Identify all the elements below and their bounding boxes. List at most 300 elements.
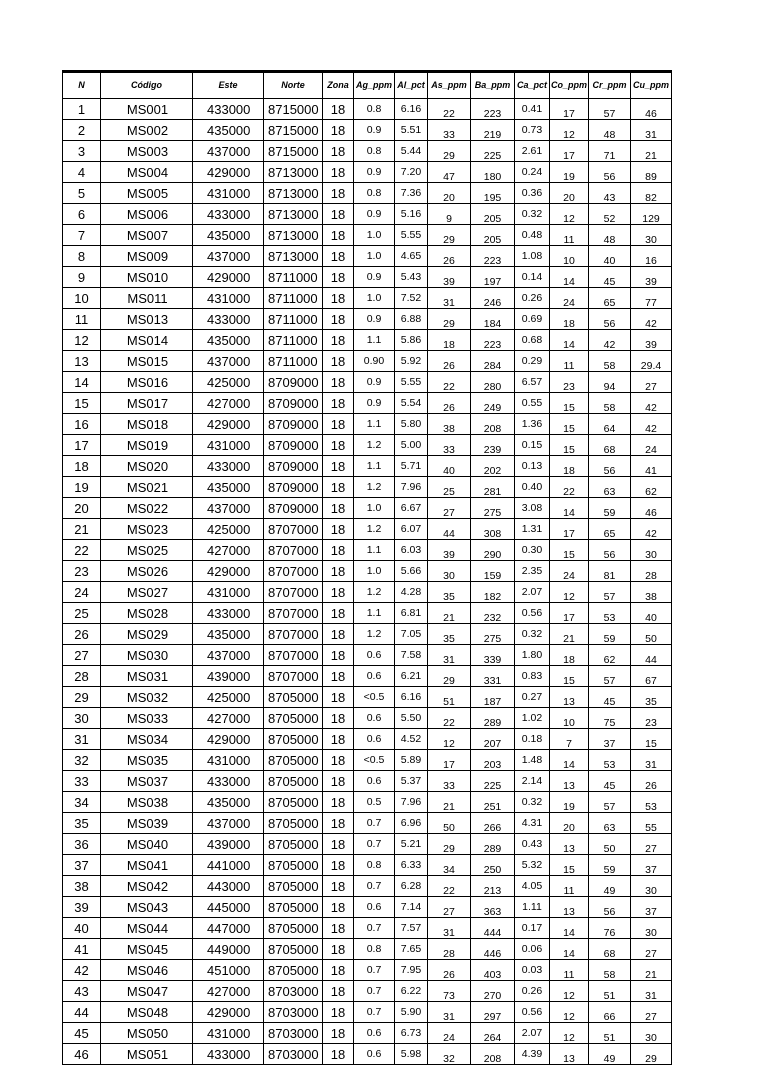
cell-codigo: MS002 [101, 120, 193, 141]
cell-zona: 18 [323, 477, 354, 498]
cell-zona: 18 [323, 99, 354, 120]
cell-codigo: MS011 [101, 288, 193, 309]
cell-al-pct: 6.81 [395, 603, 428, 624]
cell-zona: 18 [323, 771, 354, 792]
cell-ba-ppm: 223 [471, 330, 515, 351]
cell-co-ppm: 18 [550, 645, 589, 666]
cell-zona: 18 [323, 519, 354, 540]
cell-cr-ppm: 65 [589, 288, 631, 309]
cell-cr-ppm: 45 [589, 267, 631, 288]
cell-este: 427000 [193, 393, 264, 414]
cell-as-ppm: 73 [428, 981, 471, 1002]
cell-ca-pct: 0.06 [515, 939, 550, 960]
cell-norte: 8707000 [264, 519, 323, 540]
cell-n: 26 [63, 624, 101, 645]
cell-as-ppm: 22 [428, 708, 471, 729]
cell-ba-ppm: 225 [471, 141, 515, 162]
cell-al-pct: 5.50 [395, 708, 428, 729]
cell-este: 435000 [193, 792, 264, 813]
cell-cr-ppm: 63 [589, 813, 631, 834]
table-row [63, 477, 672, 498]
cell-codigo: MS009 [101, 246, 193, 267]
table-row [63, 309, 672, 330]
cell-zona: 18 [323, 561, 354, 582]
cell-co-ppm: 21 [550, 624, 589, 645]
cell-ag-ppm: 0.6 [354, 645, 395, 666]
cell-norte: 8709000 [264, 414, 323, 435]
cell-cu-ppm: 44 [631, 645, 672, 666]
cell-ag-ppm: 1.2 [354, 435, 395, 456]
cell-ca-pct: 1.80 [515, 645, 550, 666]
cell-cr-ppm: 37 [589, 729, 631, 750]
cell-al-pct: 4.52 [395, 729, 428, 750]
cell-codigo: MS014 [101, 330, 193, 351]
cell-al-pct: 5.90 [395, 1002, 428, 1023]
cell-ba-ppm: 264 [471, 1023, 515, 1044]
cell-codigo: MS035 [101, 750, 193, 771]
table-row [63, 393, 672, 414]
cell-ca-pct: 0.18 [515, 729, 550, 750]
cell-norte: 8705000 [264, 876, 323, 897]
cell-norte: 8703000 [264, 981, 323, 1002]
cell-cr-ppm: 50 [589, 834, 631, 855]
cell-co-ppm: 24 [550, 561, 589, 582]
cell-al-pct: 6.33 [395, 855, 428, 876]
cell-cu-ppm: 82 [631, 183, 672, 204]
cell-codigo: MS032 [101, 687, 193, 708]
cell-ba-ppm: 205 [471, 225, 515, 246]
cell-zona: 18 [323, 141, 354, 162]
cell-ba-ppm: 266 [471, 813, 515, 834]
cell-al-pct: 5.00 [395, 435, 428, 456]
cell-cu-ppm: 30 [631, 225, 672, 246]
cell-norte: 8709000 [264, 456, 323, 477]
cell-cr-ppm: 42 [589, 330, 631, 351]
cell-cu-ppm: 37 [631, 855, 672, 876]
cell-cu-ppm: 39 [631, 267, 672, 288]
cell-cu-ppm: 53 [631, 792, 672, 813]
cell-n: 38 [63, 876, 101, 897]
cell-ba-ppm: 203 [471, 750, 515, 771]
cell-zona: 18 [323, 792, 354, 813]
cell-co-ppm: 17 [550, 519, 589, 540]
cell-ba-ppm: 159 [471, 561, 515, 582]
cell-norte: 8705000 [264, 813, 323, 834]
cell-este: 445000 [193, 897, 264, 918]
cell-codigo: MS022 [101, 498, 193, 519]
cell-n: 45 [63, 1023, 101, 1044]
cell-ca-pct: 0.32 [515, 624, 550, 645]
table-row [63, 456, 672, 477]
cell-as-ppm: 33 [428, 120, 471, 141]
cell-n: 23 [63, 561, 101, 582]
cell-n: 18 [63, 456, 101, 477]
cell-ag-ppm: 0.9 [354, 372, 395, 393]
cell-n: 33 [63, 771, 101, 792]
cell-as-ppm: 24 [428, 1023, 471, 1044]
table-row [63, 582, 672, 603]
cell-co-ppm: 13 [550, 897, 589, 918]
cell-ba-ppm: 290 [471, 540, 515, 561]
cell-as-ppm: 31 [428, 645, 471, 666]
cell-al-pct: 4.65 [395, 246, 428, 267]
cell-ba-ppm: 289 [471, 708, 515, 729]
cell-ba-ppm: 208 [471, 414, 515, 435]
cell-cu-ppm: 30 [631, 1023, 672, 1044]
cell-este: 431000 [193, 435, 264, 456]
cell-ca-pct: 1.11 [515, 897, 550, 918]
table-header [63, 72, 672, 99]
cell-cr-ppm: 53 [589, 750, 631, 771]
table-row [63, 750, 672, 771]
cell-zona: 18 [323, 981, 354, 1002]
cell-cu-ppm: 30 [631, 876, 672, 897]
cell-norte: 8713000 [264, 204, 323, 225]
cell-norte: 8707000 [264, 582, 323, 603]
cell-co-ppm: 10 [550, 708, 589, 729]
cell-norte: 8703000 [264, 1023, 323, 1044]
cell-n: 42 [63, 960, 101, 981]
cell-cu-ppm: 24 [631, 435, 672, 456]
cell-as-ppm: 29 [428, 834, 471, 855]
table-row [63, 351, 672, 372]
cell-cr-ppm: 48 [589, 120, 631, 141]
cell-cu-ppm: 39 [631, 330, 672, 351]
cell-ba-ppm: 275 [471, 624, 515, 645]
cell-cu-ppm: 27 [631, 834, 672, 855]
cell-este: 427000 [193, 708, 264, 729]
cell-zona: 18 [323, 897, 354, 918]
cell-codigo: MS039 [101, 813, 193, 834]
header-col-codigo: Código [101, 72, 193, 99]
cell-al-pct: 5.98 [395, 1044, 428, 1065]
cell-co-ppm: 19 [550, 162, 589, 183]
cell-ba-ppm: 207 [471, 729, 515, 750]
cell-ag-ppm: <0.5 [354, 750, 395, 771]
table-row [63, 498, 672, 519]
cell-cu-ppm: 30 [631, 540, 672, 561]
cell-as-ppm: 18 [428, 330, 471, 351]
cell-cu-ppm: 21 [631, 141, 672, 162]
cell-ag-ppm: 1.1 [354, 456, 395, 477]
cell-ag-ppm: 1.1 [354, 330, 395, 351]
cell-codigo: MS030 [101, 645, 193, 666]
cell-ag-ppm: 1.0 [354, 288, 395, 309]
cell-cu-ppm: 27 [631, 1002, 672, 1023]
cell-codigo: MS040 [101, 834, 193, 855]
table-row [63, 708, 672, 729]
cell-ca-pct: 0.03 [515, 960, 550, 981]
cell-n: 4 [63, 162, 101, 183]
cell-n: 1 [63, 99, 101, 120]
cell-n: 15 [63, 393, 101, 414]
cell-ca-pct: 0.13 [515, 456, 550, 477]
table-row [63, 624, 672, 645]
cell-cr-ppm: 45 [589, 687, 631, 708]
cell-ba-ppm: 363 [471, 897, 515, 918]
cell-zona: 18 [323, 498, 354, 519]
cell-norte: 8705000 [264, 771, 323, 792]
cell-n: 20 [63, 498, 101, 519]
cell-n: 41 [63, 939, 101, 960]
cell-as-ppm: 26 [428, 960, 471, 981]
cell-codigo: MS020 [101, 456, 193, 477]
cell-al-pct: 5.54 [395, 393, 428, 414]
table-row [63, 435, 672, 456]
cell-ba-ppm: 249 [471, 393, 515, 414]
cell-cr-ppm: 43 [589, 183, 631, 204]
cell-cr-ppm: 65 [589, 519, 631, 540]
cell-n: 43 [63, 981, 101, 1002]
cell-zona: 18 [323, 960, 354, 981]
cell-zona: 18 [323, 1023, 354, 1044]
cell-n: 16 [63, 414, 101, 435]
header-col-n: N [63, 72, 101, 99]
cell-al-pct: 5.21 [395, 834, 428, 855]
cell-co-ppm: 11 [550, 876, 589, 897]
cell-al-pct: 5.55 [395, 372, 428, 393]
cell-ba-ppm: 444 [471, 918, 515, 939]
cell-ca-pct: 0.36 [515, 183, 550, 204]
cell-norte: 8707000 [264, 603, 323, 624]
cell-ag-ppm: 0.9 [354, 162, 395, 183]
table-row [63, 813, 672, 834]
cell-as-ppm: 33 [428, 771, 471, 792]
cell-norte: 8705000 [264, 834, 323, 855]
cell-ag-ppm: 0.6 [354, 1044, 395, 1065]
cell-este: 451000 [193, 960, 264, 981]
cell-ba-ppm: 197 [471, 267, 515, 288]
cell-cu-ppm: 23 [631, 708, 672, 729]
cell-cu-ppm: 67 [631, 666, 672, 687]
cell-al-pct: 6.22 [395, 981, 428, 1002]
cell-al-pct: 6.07 [395, 519, 428, 540]
cell-as-ppm: 22 [428, 372, 471, 393]
cell-al-pct: 7.14 [395, 897, 428, 918]
cell-zona: 18 [323, 435, 354, 456]
cell-ba-ppm: 187 [471, 687, 515, 708]
cell-codigo: MS029 [101, 624, 193, 645]
cell-as-ppm: 39 [428, 540, 471, 561]
cell-este: 433000 [193, 603, 264, 624]
table-row [63, 267, 672, 288]
cell-cu-ppm: 37 [631, 897, 672, 918]
cell-co-ppm: 11 [550, 225, 589, 246]
cell-n: 2 [63, 120, 101, 141]
cell-zona: 18 [323, 582, 354, 603]
cell-al-pct: 6.21 [395, 666, 428, 687]
cell-codigo: MS006 [101, 204, 193, 225]
cell-este: 439000 [193, 666, 264, 687]
cell-al-pct: 5.37 [395, 771, 428, 792]
cell-norte: 8705000 [264, 792, 323, 813]
cell-ag-ppm: 0.7 [354, 813, 395, 834]
cell-ca-pct: 0.41 [515, 99, 550, 120]
cell-al-pct: 7.20 [395, 162, 428, 183]
table-row [63, 939, 672, 960]
cell-cu-ppm: 42 [631, 414, 672, 435]
cell-zona: 18 [323, 162, 354, 183]
cell-co-ppm: 7 [550, 729, 589, 750]
cell-este: 429000 [193, 561, 264, 582]
cell-cr-ppm: 57 [589, 666, 631, 687]
cell-norte: 8705000 [264, 750, 323, 771]
cell-as-ppm: 29 [428, 141, 471, 162]
cell-este: 437000 [193, 246, 264, 267]
cell-ca-pct: 1.08 [515, 246, 550, 267]
cell-co-ppm: 13 [550, 834, 589, 855]
cell-n: 37 [63, 855, 101, 876]
cell-cr-ppm: 59 [589, 624, 631, 645]
cell-ag-ppm: 0.9 [354, 393, 395, 414]
cell-cu-ppm: 55 [631, 813, 672, 834]
cell-n: 40 [63, 918, 101, 939]
cell-este: 443000 [193, 876, 264, 897]
cell-este: 441000 [193, 855, 264, 876]
cell-este: 427000 [193, 540, 264, 561]
cell-cu-ppm: 42 [631, 393, 672, 414]
cell-este: 435000 [193, 624, 264, 645]
header-col-zona: Zona [323, 72, 354, 99]
cell-ca-pct: 3.08 [515, 498, 550, 519]
cell-cu-ppm: 31 [631, 981, 672, 1002]
cell-ba-ppm: 251 [471, 792, 515, 813]
cell-codigo: MS017 [101, 393, 193, 414]
cell-este: 433000 [193, 771, 264, 792]
table-row [63, 981, 672, 1002]
cell-cr-ppm: 45 [589, 771, 631, 792]
cell-norte: 8705000 [264, 918, 323, 939]
cell-n: 5 [63, 183, 101, 204]
cell-cr-ppm: 40 [589, 246, 631, 267]
cell-ag-ppm: 0.7 [354, 960, 395, 981]
cell-ba-ppm: 182 [471, 582, 515, 603]
table-body [63, 99, 672, 1065]
cell-zona: 18 [323, 813, 354, 834]
cell-zona: 18 [323, 729, 354, 750]
cell-este: 431000 [193, 1023, 264, 1044]
cell-as-ppm: 28 [428, 939, 471, 960]
table-row [63, 162, 672, 183]
cell-al-pct: 5.66 [395, 561, 428, 582]
cell-as-ppm: 51 [428, 687, 471, 708]
cell-as-ppm: 33 [428, 435, 471, 456]
cell-ag-ppm: 0.7 [354, 1002, 395, 1023]
cell-ca-pct: 4.31 [515, 813, 550, 834]
cell-cu-ppm: 129 [631, 204, 672, 225]
cell-ag-ppm: 0.6 [354, 771, 395, 792]
cell-n: 13 [63, 351, 101, 372]
table-row [63, 771, 672, 792]
cell-ca-pct: 0.56 [515, 1002, 550, 1023]
cell-norte: 8703000 [264, 1044, 323, 1065]
cell-co-ppm: 10 [550, 246, 589, 267]
cell-as-ppm: 30 [428, 561, 471, 582]
cell-codigo: MS007 [101, 225, 193, 246]
table-row [63, 855, 672, 876]
cell-co-ppm: 17 [550, 141, 589, 162]
cell-n: 34 [63, 792, 101, 813]
cell-co-ppm: 11 [550, 960, 589, 981]
table-row [63, 204, 672, 225]
cell-co-ppm: 13 [550, 771, 589, 792]
cell-ag-ppm: 0.6 [354, 1023, 395, 1044]
cell-este: 449000 [193, 939, 264, 960]
cell-as-ppm: 40 [428, 456, 471, 477]
cell-n: 31 [63, 729, 101, 750]
cell-cu-ppm: 42 [631, 309, 672, 330]
cell-codigo: MS023 [101, 519, 193, 540]
cell-norte: 8707000 [264, 540, 323, 561]
cell-al-pct: 7.05 [395, 624, 428, 645]
cell-as-ppm: 26 [428, 351, 471, 372]
cell-este: 425000 [193, 519, 264, 540]
header-col-cr-ppm: Cr_ppm [589, 72, 631, 99]
cell-este: 431000 [193, 183, 264, 204]
cell-este: 431000 [193, 288, 264, 309]
cell-norte: 8711000 [264, 351, 323, 372]
cell-codigo: MS021 [101, 477, 193, 498]
cell-al-pct: 6.88 [395, 309, 428, 330]
cell-cr-ppm: 75 [589, 708, 631, 729]
table-row [63, 120, 672, 141]
cell-este: 433000 [193, 456, 264, 477]
cell-norte: 8711000 [264, 267, 323, 288]
cell-ca-pct: 0.56 [515, 603, 550, 624]
table-row [63, 183, 672, 204]
cell-ag-ppm: 0.5 [354, 792, 395, 813]
cell-ca-pct: 2.07 [515, 582, 550, 603]
cell-ba-ppm: 195 [471, 183, 515, 204]
cell-codigo: MS003 [101, 141, 193, 162]
cell-ca-pct: 1.31 [515, 519, 550, 540]
cell-ag-ppm: 0.9 [354, 309, 395, 330]
cell-ca-pct: 1.48 [515, 750, 550, 771]
cell-cr-ppm: 56 [589, 897, 631, 918]
cell-cr-ppm: 56 [589, 309, 631, 330]
cell-co-ppm: 14 [550, 939, 589, 960]
cell-ba-ppm: 205 [471, 204, 515, 225]
cell-co-ppm: 22 [550, 477, 589, 498]
table-row [63, 372, 672, 393]
cell-al-pct: 6.16 [395, 99, 428, 120]
table-row [63, 792, 672, 813]
cell-cu-ppm: 31 [631, 120, 672, 141]
cell-ba-ppm: 213 [471, 876, 515, 897]
cell-codigo: MS025 [101, 540, 193, 561]
cell-norte: 8703000 [264, 1002, 323, 1023]
cell-cu-ppm: 46 [631, 99, 672, 120]
cell-co-ppm: 23 [550, 372, 589, 393]
cell-zona: 18 [323, 330, 354, 351]
cell-norte: 8705000 [264, 897, 323, 918]
cell-codigo: MS018 [101, 414, 193, 435]
cell-n: 27 [63, 645, 101, 666]
header-col-co-ppm: Co_ppm [550, 72, 589, 99]
cell-codigo: MS027 [101, 582, 193, 603]
header-row [63, 72, 672, 99]
cell-ba-ppm: 225 [471, 771, 515, 792]
cell-codigo: MS043 [101, 897, 193, 918]
cell-as-ppm: 20 [428, 183, 471, 204]
cell-este: 437000 [193, 141, 264, 162]
cell-norte: 8707000 [264, 561, 323, 582]
table-row [63, 225, 672, 246]
table-row [63, 876, 672, 897]
cell-este: 431000 [193, 582, 264, 603]
cell-co-ppm: 14 [550, 750, 589, 771]
cell-norte: 8709000 [264, 498, 323, 519]
